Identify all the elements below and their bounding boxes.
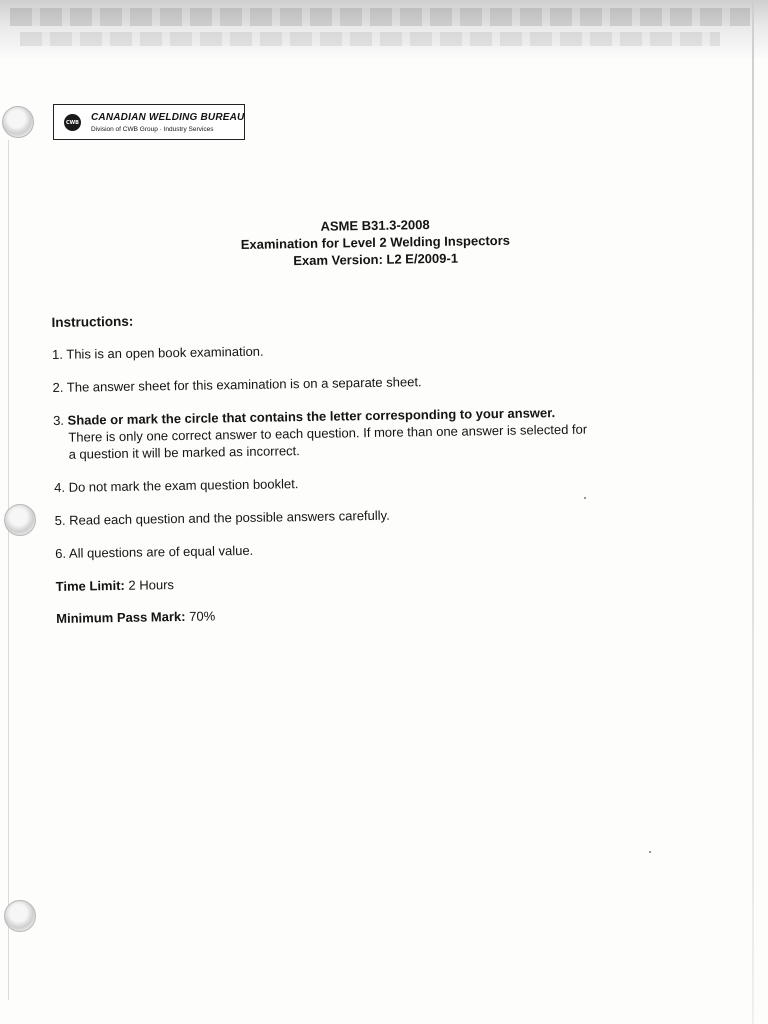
pass-mark-label: Minimum Pass Mark: [56, 608, 186, 626]
item-text: The answer sheet for this examination is on a separate sheet. [66, 374, 422, 395]
punch-hole [4, 504, 36, 536]
exam-cover-content [50, 212, 696, 626]
scan-artifact [10, 8, 750, 26]
item-number: 4. [54, 479, 66, 495]
instruction-item [55, 535, 695, 562]
instruction-item [55, 502, 695, 529]
page-edge [8, 140, 9, 1000]
instructions-label: Instructions: [51, 313, 134, 330]
scan-speck [649, 851, 651, 853]
item-text: All questions are of equal value. [68, 542, 254, 561]
pass-mark-value: 70% [189, 608, 216, 624]
instruction-item [53, 402, 694, 463]
cwb-seal-icon: CWB [64, 114, 81, 131]
time-limit-value: 2 Hours [128, 577, 175, 593]
page-edge [752, 0, 754, 1024]
punch-hole [4, 900, 36, 932]
heading-standard: ASME B31.3-2008 [320, 217, 430, 234]
exam-heading [50, 212, 691, 273]
item-number: 2. [52, 379, 64, 395]
item-text: Read each question and the possible answers carefully. [69, 507, 390, 528]
time-limit [56, 569, 696, 594]
item-text-line3: a question it will be marked as incorrect. [68, 443, 300, 462]
item-number: 6. [55, 545, 67, 561]
item-number: 3. [53, 412, 65, 428]
item-number: 5. [54, 512, 66, 528]
instruction-item [52, 369, 692, 396]
item-text: This is an open book examination. [66, 343, 264, 362]
time-limit-label: Time Limit: [55, 577, 125, 594]
scan-shadow [0, 0, 768, 58]
logo-subtitle: Division of CWB Group · Industry Services [91, 126, 214, 133]
heading-exam-version: Exam Version: L2 E/2009-1 [293, 250, 459, 269]
punch-hole [2, 106, 34, 138]
item-number: 1. [51, 346, 64, 362]
scan-artifact [20, 32, 720, 46]
heading-exam-title: Examination for Level 2 Welding Inspectors [240, 232, 511, 253]
instruction-item [54, 469, 694, 496]
logo-title: CANADIAN WELDING BUREAU [91, 112, 245, 123]
item-text-bold: Shade or mark the circle that contains the letter corresponding to your answer. [67, 405, 556, 428]
cwb-logo [53, 104, 245, 140]
instruction-item [52, 336, 692, 363]
item-text: Do not mark the exam question booklet. [68, 476, 299, 495]
pass-mark [56, 601, 696, 626]
item-text-line2: There is only one correct answer to each question. If more than one answer is selected for [68, 421, 588, 445]
